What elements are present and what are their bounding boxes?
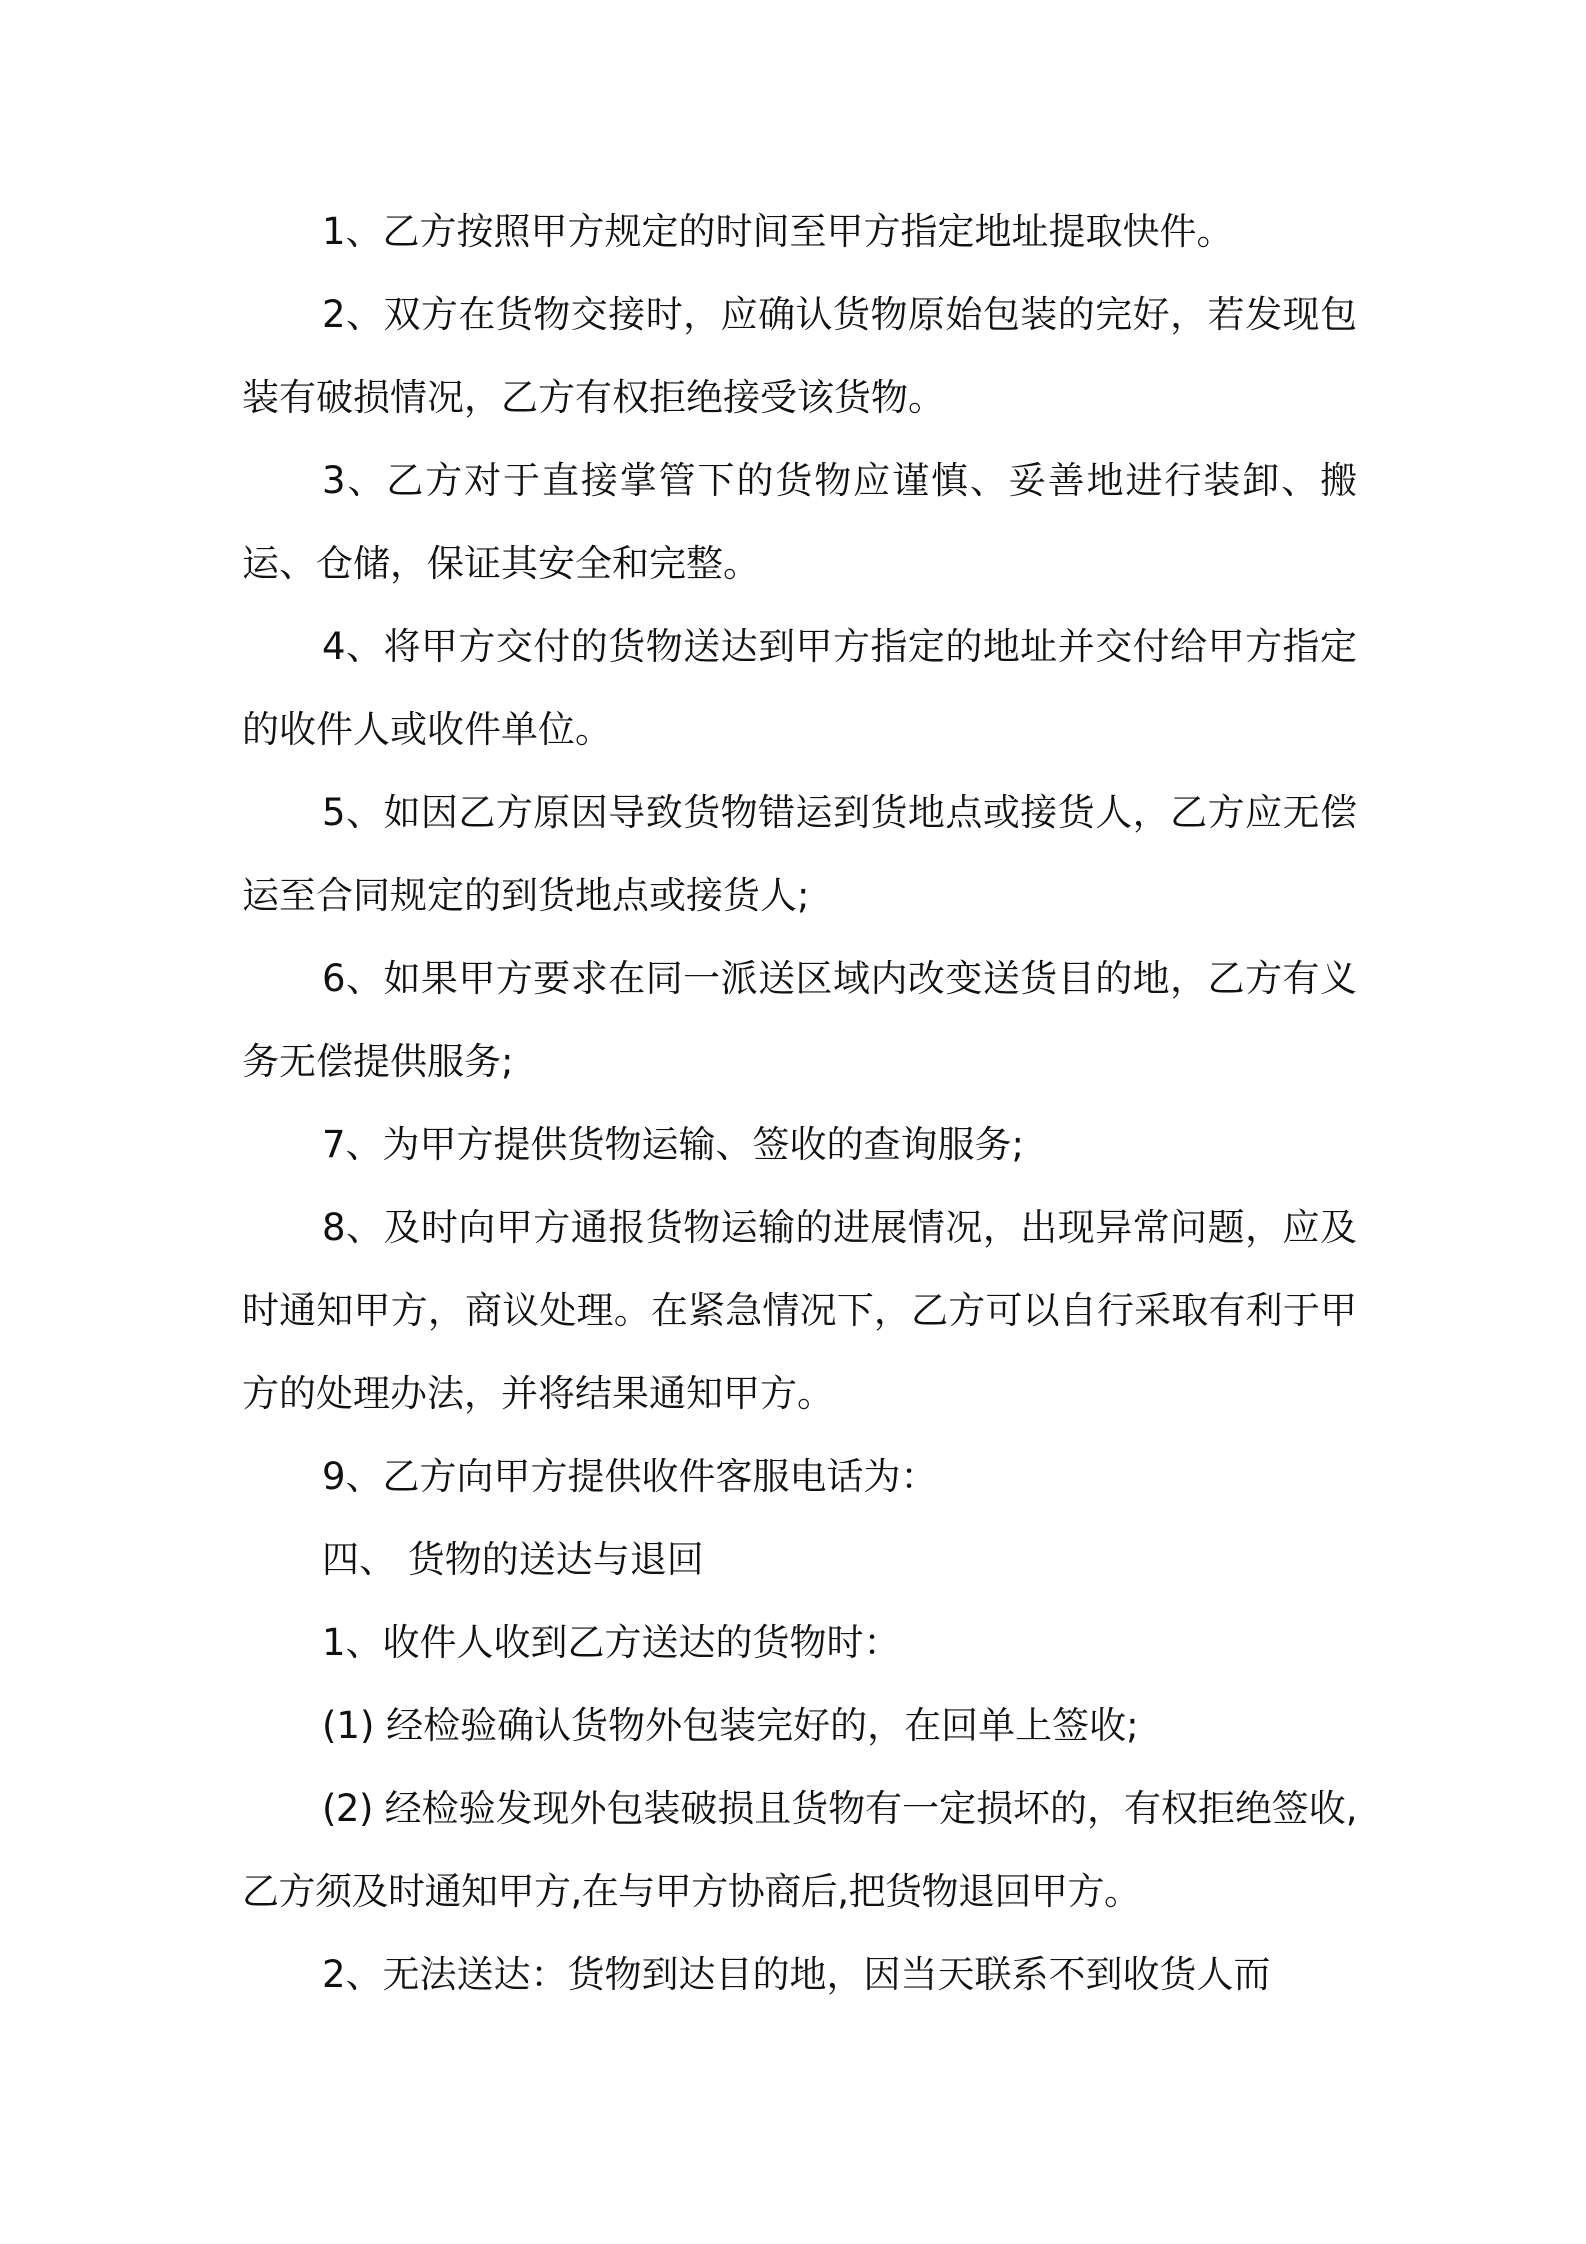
clause-4-delivery: 4、将甲方交付的货物送达到甲方指定的地址并交付给甲方指定的收件人或收件单位。 [242, 625, 1357, 751]
clause-9-service-phone: 9、乙方向甲方提供收件客服电话为： [322, 1455, 938, 1498]
section-heading-delivery-return: 四、 货物的送达与退回 [322, 1538, 704, 1581]
document-body [242, 190, 1357, 2016]
clause-1-pickup: 1、乙方按照甲方规定的时间至甲方指定地址提取快件。 [322, 210, 1234, 253]
clause-6-destination-change: 6、如果甲方要求在同一派送区域内改变送货目的地，乙方有义务无偿提供服务; [242, 957, 1357, 1083]
clause-5-misdelivery: 5、如因乙方原因导致货物错运到货地点或接货人，乙方应无偿运至合同规定的到货地点或接货人; [242, 791, 1357, 917]
clause-2-undeliverable: 2、无法送达：货物到达目的地，因当天联系不到收货人而 [322, 1953, 1271, 1996]
clause-7-tracking-service: 7、为甲方提供货物运输、签收的查询服务; [322, 1123, 1025, 1166]
clause-3-careful-handling: 3、乙方对于直接掌管下的货物应谨慎、妥善地进行装卸、搬运、仓储，保证其安全和完整。 [242, 459, 1357, 585]
clause-1-receipt: 1、收件人收到乙方送达的货物时： [322, 1621, 901, 1664]
sub-clause-1-sign-receipt: (1) 经检验确认货物外包装完好的，在回单上签收; [322, 1704, 1139, 1747]
clause-2-handover-inspection: 2、双方在货物交接时，应确认货物原始包装的完好，若发现包装有破损情况，乙方有权拒绝接受该货物。 [242, 293, 1357, 419]
sub-clause-2-refuse-damaged: (2) 经检验发现外包装破损且货物有一定损坏的，有权拒绝签收,乙方须及时通知甲方,在与甲方协商后,把货物退回甲方。 [242, 1787, 1357, 1913]
clause-8-progress-report: 8、及时向甲方通报货物运输的进展情况，出现异常问题，应及时通知甲方，商议处理。在紧急情况下，乙方可以自行采取有利于甲方的处理办法，并将结果通知甲方。 [242, 1206, 1357, 1415]
